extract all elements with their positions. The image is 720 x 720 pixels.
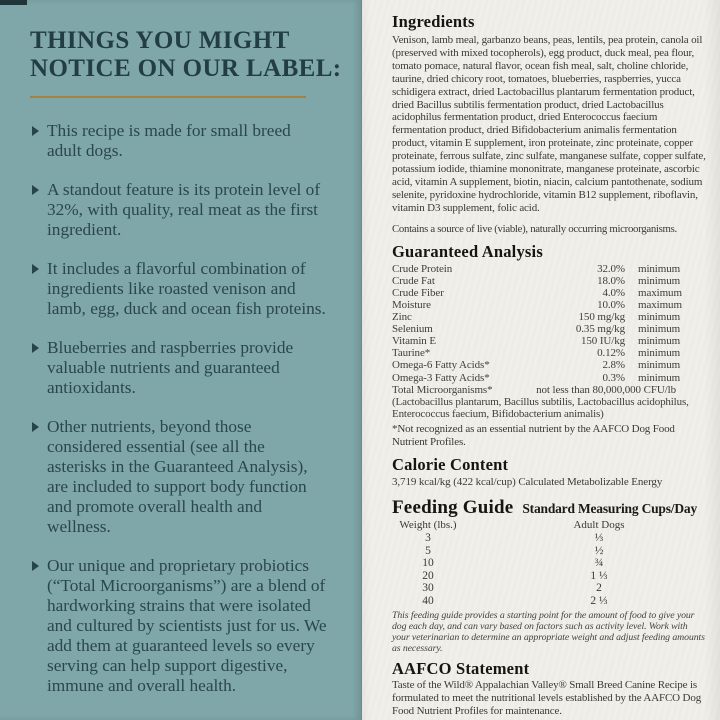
gold-divider [30, 96, 306, 98]
ingredients-heading: Ingredients [392, 12, 475, 31]
nutrient-value: 18.0% [597, 274, 625, 287]
bullet-line: serving can help support digestive, [47, 656, 288, 675]
feeding-guide-header [392, 497, 706, 518]
nutrient-value: 32.0% [597, 262, 625, 275]
triangle-right-icon [32, 422, 39, 432]
bullet-text [47, 121, 291, 161]
aafco-text: Taste of the Wild® Appalachian Valley® Small Breed Canine Recipe is formulated to meet the nutritional levels established by the AAFCO Dog Food Nutrient Profiles for maintenance. [392, 679, 702, 718]
nutrient-qualifier: minimum [638, 347, 681, 360]
nutrient-value: 4.0% [602, 286, 625, 299]
weight-value: 3 [425, 531, 431, 544]
table-row [392, 275, 706, 287]
bullet-line: and promote overall health and [47, 497, 262, 516]
page-title-line2: NOTICE ON OUR LABEL: [30, 55, 342, 82]
ingredients-text: Venison, lamb meal, garbanzo beans, peas, lentils, pea protein, canola oil (preserved with mixed tocopherols), egg product, duck meal, pea flour, tomato pomace, natural flavor, ocean fish meal, salt, choline chloride, taurine, dried chicory root, tomatoes, blueberries, raspberries, yucca schidigera extract, dried Lactobacillus plantarum fermentation product, dried Bacillus subtilis fermentation product, dried Lactobacillus acidophilus fermentation product, dried Enterococcus faecium fermentation product, dried Bifidobacterium animalis fermentation product, vitamin E supplement, iron proteinate, zinc proteinate, copper proteinate, ferrous sulfate, zinc sulfate, manganese sulfate, copper sulfate, potassium iodide, thiamine mononitrate, manganese proteinate, ascorbic acid, vitamin A supplement, biotin, niacin, calcium pantothenate, sodium selenite, pyridoxine hydrochloride, vitamin B12 supplement, riboflavin, vitamin D3 supplement, folic acid. [392, 34, 706, 214]
table-row [392, 372, 706, 384]
bullet-line: antioxidants. [47, 378, 136, 397]
cups-value: 1 ⅓ [590, 569, 608, 582]
nutrient-name: Moisture [392, 298, 431, 311]
corner-mark [0, 0, 27, 5]
triangle-right-icon [32, 185, 39, 195]
bullet-line: It includes a flavorful combination of [47, 259, 306, 278]
bullet-line: are included to support body function [47, 477, 307, 496]
cups-value: ½ [594, 544, 604, 557]
list-item [30, 556, 345, 696]
list-item [30, 121, 345, 161]
table-row [392, 335, 706, 347]
nutrient-qualifier: minimum [638, 323, 681, 336]
table-row [392, 582, 706, 595]
triangle-right-icon [32, 126, 39, 136]
table-row [392, 595, 706, 608]
bullet-list [30, 121, 345, 696]
nutrient-value: 150 IU/kg [580, 335, 625, 348]
nutrient-qualifier: minimum [638, 262, 681, 275]
table-row [392, 311, 706, 323]
bullet-text [47, 180, 320, 240]
bullet-text [47, 338, 293, 398]
bullet-line: valuable nutrients and guaranteed [47, 358, 280, 377]
page-title-line1: THINGS YOU MIGHT [30, 27, 290, 54]
nutrient-name: Zinc [392, 311, 412, 324]
nutrient-name: Crude Fat [392, 274, 435, 287]
bullet-line: ingredient. [47, 220, 122, 239]
bullet-text [47, 417, 308, 537]
feeding-guide-column-headers [392, 519, 706, 532]
nutrient-value: 0.35 mg/kg [575, 323, 625, 336]
nutrient-value: 0.12% [597, 347, 625, 360]
nutrient-qualifier: minimum [638, 359, 681, 372]
bullet-line: considered essential (see all the [47, 437, 265, 456]
nutrient-name: Total Microorganisms* [392, 383, 493, 396]
list-item [30, 180, 345, 240]
table-row [392, 287, 706, 299]
bullet-line: (“Total Microorganisms”) are a blend of [47, 576, 326, 595]
nutrition-panel [362, 0, 720, 720]
nutrient-qualifier: minimum [638, 311, 681, 324]
nutrient-qualifier: maximum [638, 286, 682, 299]
nutrient-value: 150 mg/kg [578, 311, 625, 324]
nutrient-name: Vitamin E [392, 335, 436, 348]
nutrient-value: 0.3% [602, 371, 625, 384]
bullet-line: add them at guaranteed levels so every [47, 636, 315, 655]
nutrient-qualifier: maximum [638, 298, 682, 311]
cups-value: ¾ [594, 557, 604, 570]
weight-value: 10 [422, 557, 434, 570]
list-item [30, 338, 345, 398]
table-row [392, 299, 706, 311]
bullet-line: adult dogs. [47, 141, 123, 160]
feeding-guide-subheading: Standard Measuring Cups/Day [522, 500, 697, 516]
strains-note: (Lactobacillus plantarum, Bacillus subtilis, Lactobacillus acidophilus, Enterococcus faecium, Bifidobacterium animalis) [392, 395, 689, 420]
weight-value: 5 [425, 544, 431, 557]
nutrient-value: not less than 80,000,000 CFU/lb [536, 383, 676, 396]
bullet-line: and cultured by scientists just for us. We [47, 616, 327, 635]
bullet-text [47, 556, 327, 696]
bullet-text [47, 259, 326, 319]
feeding-guide-table [392, 532, 706, 608]
page-title [30, 27, 345, 83]
cups-value: 2 [596, 582, 602, 595]
guaranteed-analysis-table [392, 263, 706, 420]
triangle-right-icon [32, 264, 39, 274]
nutrient-name: Selenium [392, 323, 433, 336]
feeding-guide-note: This feeding guide provides a starting point for the amount of food to give your dog each day, and can vary based on factors such as activity level. Work with your veterinarian to determine an appropriate weight and adjust feeding amounts as necessary. [392, 609, 705, 655]
table-row [392, 263, 706, 275]
table-row [392, 323, 706, 335]
list-item [30, 417, 345, 537]
table-row [392, 532, 706, 545]
nutrient-name: Omega-3 Fatty Acids* [392, 371, 490, 384]
nutrient-name: Omega-6 Fatty Acids* [392, 359, 490, 372]
table-row [392, 570, 706, 583]
guaranteed-analysis-heading: Guaranteed Analysis [392, 241, 543, 261]
bullet-line: wellness. [47, 517, 111, 536]
bullet-line: A standout feature is its protein level of [47, 180, 321, 199]
asterisk-footnote: *Not recognized as an essential nutrient by the AAFCO Dog Food Nutrient Profiles. [392, 423, 675, 448]
nutrient-qualifier: minimum [638, 335, 681, 348]
triangle-right-icon [32, 343, 39, 353]
bullet-line: Blueberries and raspberries provide [47, 338, 294, 357]
list-item [30, 259, 345, 319]
nutrient-name: Crude Protein [392, 262, 453, 275]
cups-column-header: Adult Dogs [573, 518, 625, 531]
table-row [392, 557, 706, 570]
table-row-total-microorganisms [392, 384, 706, 396]
table-row [392, 545, 706, 558]
table-row [392, 359, 706, 371]
bullet-line: lamb, egg, duck and ocean fish proteins. [47, 299, 326, 318]
weight-value: 30 [422, 582, 434, 595]
weight-column-header: Weight (lbs.) [399, 518, 457, 531]
bullet-line: 32%, with quality, real meat as the first [47, 200, 318, 219]
nutrient-qualifier: minimum [638, 371, 681, 384]
cups-value: 2 ⅓ [590, 594, 608, 607]
triangle-right-icon [32, 561, 39, 571]
bullet-line: asterisks in the Guaranteed Analysis), [47, 457, 308, 476]
bullet-line: ingredients like roasted venison and [47, 279, 296, 298]
aafco-heading: AAFCO Statement [392, 659, 530, 679]
table-row [392, 347, 706, 359]
bullet-line: This recipe is made for small breed [47, 121, 291, 140]
cups-value: ⅓ [594, 531, 604, 544]
calorie-content-text: 3,719 kcal/kg (422 kcal/cup) Calculated Metabolizable Energy [392, 475, 663, 488]
bullet-line: Other nutrients, beyond those [47, 417, 252, 436]
nutrient-name: Taurine* [392, 347, 431, 360]
nutrient-name: Crude Fiber [392, 286, 444, 299]
nutrient-value: 2.8% [602, 359, 625, 372]
nutrient-value: 10.0% [597, 298, 625, 311]
contains-note: Contains a source of live (viable), naturally occurring microorganisms. [392, 222, 677, 235]
bullet-line: hardworking strains that were isolated [47, 596, 311, 615]
weight-value: 40 [422, 594, 434, 607]
nutrient-qualifier: minimum [638, 274, 681, 287]
weight-value: 20 [422, 569, 434, 582]
calorie-content-heading: Calorie Content [392, 454, 509, 474]
feeding-guide-heading: Feeding Guide [392, 496, 514, 518]
bullet-line: immune and overall health. [47, 676, 237, 695]
bullet-line: Our unique and proprietary probiotics [47, 556, 310, 575]
